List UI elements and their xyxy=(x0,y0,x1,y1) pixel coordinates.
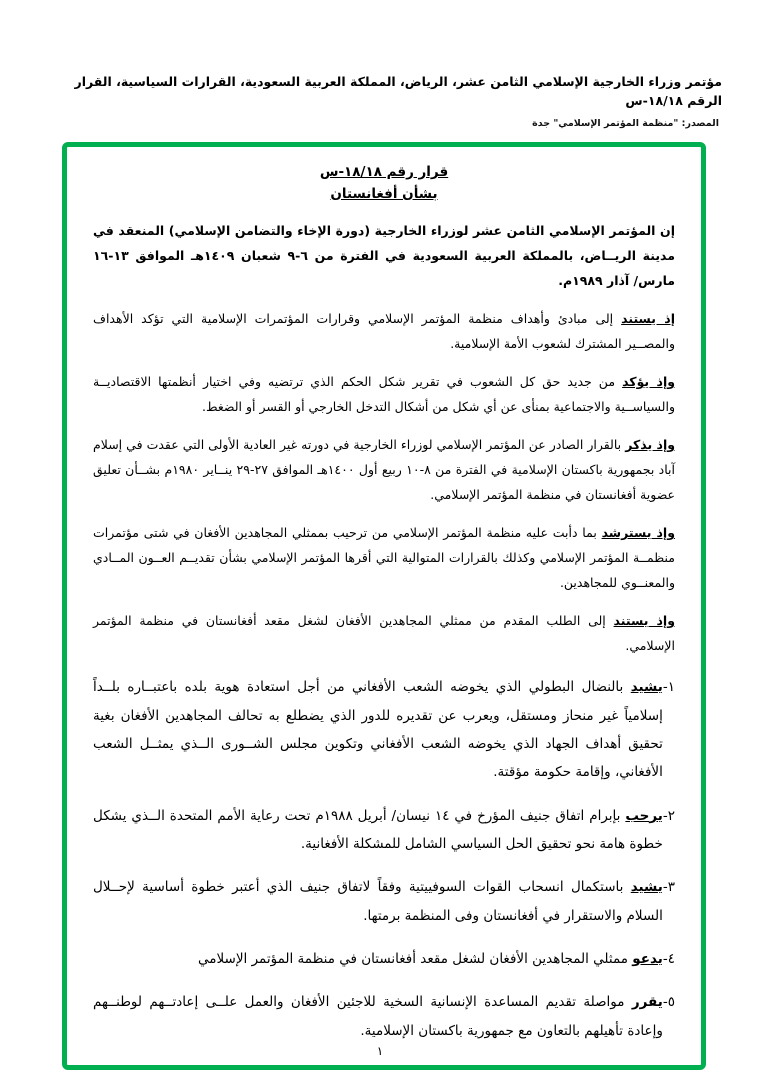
item-lead-2: يرحب xyxy=(625,807,663,824)
item-number-3: ٣- xyxy=(662,879,675,896)
item-body-2 xyxy=(93,802,663,859)
resolution-number-title: قرار رقم ١٨/١٨-س xyxy=(319,163,449,180)
item-text-2: بإبرام اتفاق جنيف المؤرخ في ١٤ نيسان/ أبريل ١٩٨٨م تحت رعاية الأمم المتحدة الــذي يشكل خطوة هامة نحو تحقيق الحل السياسي الشامل للمشكلة الأفغانية. xyxy=(93,807,663,852)
document-title: مؤتمر وزراء الخارجية الإسلامي الثامن عشر، الرياض، المملكة العربية السعودية، القرارات السياسية، القرار الرقم ١٨/١٨-س xyxy=(74,74,722,109)
document-source: المصدر: "منظمة المؤتمر الإسلامي" جدة xyxy=(532,117,719,129)
item-body-5 xyxy=(93,988,663,1045)
operative-paragraph-3 xyxy=(93,873,675,930)
item-body-4 xyxy=(93,945,663,973)
operative-paragraphs xyxy=(93,673,675,1045)
resolution-subject-row xyxy=(93,183,675,205)
clause-lead-1: إذ يستند xyxy=(621,311,676,327)
item-number-5: ٥- xyxy=(662,994,675,1011)
clause-text-2: من جديد حق كل الشعوب في تقرير شكل الحكم الذي ترتضيه وفي اختيار أنظمتها الاقتصاديــة والسياســية والاجتماعية بمنأى عن أي شكل من أشكال التدخل الخارجي أو القسر أو الضغط. xyxy=(93,374,675,415)
clause-lead-3: وإذ يذكر xyxy=(625,437,676,453)
clause-text-5: إلى الطلب المقدم من ممثلي المجاهدين الأفغان لشغل مقعد أفغانستان في منظمة المؤتمر الإسلامي. xyxy=(93,613,675,654)
item-text-4: ممثلي المجاهدين الأفغان لشغل مقعد أفغانستان في منظمة المؤتمر الإسلامي xyxy=(198,951,633,968)
document-header xyxy=(36,72,722,129)
preambular-clause-1 xyxy=(93,306,675,356)
preambular-clause-3 xyxy=(93,432,675,507)
resolution-preamble: إن المؤتمر الإسلامي الثامن عشر لوزراء الخارجية (دورة الإخاء والتضامن الإسلامي) المنعقد في مدينة الريــاض، بالمملكة العربية السعودية في الفترة من ٦-٩ شعبان ١٤٠٩هـ الموافق ١٣-١٦ مارس/ آذار ١٩٨٩م. xyxy=(93,223,675,289)
clause-text-3: بالقرار الصادر عن المؤتمر الإسلامي لوزراء الخارجية في دورته غير العادية الأولى التي عقدت في إسلام آباد بجمهورية باكستان الإسلامية في الفترة من ٨-١٠ ربيع أول ١٤٠٠هـ الموافق ٢٧-٢٩ ينــاير ١٩٨٠م بشــأن تعليق عضوية أفغانستان في منظمة المؤتمر الإسلامي. xyxy=(93,437,675,503)
operative-paragraph-2 xyxy=(93,802,675,859)
preambular-clause-5 xyxy=(93,608,675,658)
item-number-2: ٢- xyxy=(662,807,675,824)
item-number-4: ٤- xyxy=(662,951,675,968)
preambular-clause-2 xyxy=(93,369,675,419)
item-lead-1: يشيد xyxy=(630,679,663,696)
item-body-3 xyxy=(93,873,663,930)
item-text-3: باستكمال انسحاب القوات السوفييتية وفقاً لاتفاق جنيف الذي أعتبر خطوة أساسية لإحــلال السلام والاستقرار في أفغانستان وفى المنظمة برمتها. xyxy=(93,879,663,924)
item-lead-3: يشيد xyxy=(630,879,663,896)
item-lead-5: يقرر xyxy=(631,994,663,1011)
clause-lead-5: وإذ يستند xyxy=(613,613,675,629)
operative-paragraph-1 xyxy=(93,673,675,786)
resolution-title-block xyxy=(93,161,675,206)
item-body-1 xyxy=(93,673,663,786)
item-number-1: ١- xyxy=(662,679,675,696)
page-number: ١ xyxy=(376,1044,384,1058)
resolution-number-row xyxy=(93,161,675,183)
preambular-clause-4 xyxy=(93,520,675,595)
operative-paragraph-5 xyxy=(93,988,675,1045)
resolution-box xyxy=(62,142,706,1070)
operative-paragraph-4 xyxy=(93,945,675,973)
item-lead-4: يدعو xyxy=(632,951,663,968)
clause-text-4: بما دأبت عليه منظمة المؤتمر الإسلامي من ترحيب بممثلي المجاهدين الأفغان في شتى مؤتمرات منظمــة المؤتمر الإسلامي وكذلك بالقرارات المتوالية التي أقرها المؤتمر الإسلامي بشأن تقديــم العــون المــادي والمعنــوي للمجاهدين. xyxy=(93,525,675,591)
clause-lead-2: وإذ يؤكد xyxy=(622,374,675,390)
item-text-5: مواصلة تقديم المساعدة الإنسانية السخية للاجئين الأفغان والعمل علــى إعادتــهم لوطنــهم وإعادة تأهيلهم بالتعاون مع جمهورية باكستان الإسلامية. xyxy=(93,994,663,1039)
clause-lead-4: وإذ يسترشد xyxy=(601,525,675,541)
item-text-1: بالنضال البطولي الذي يخوضه الشعب الأفغاني من أجل استعادة هوية بلده باعتبــاره بلــداً إسلامياً غير منحاز ومستقل، ويعرب عن تقديره للدور الذي يضطلع به تحالف المجاهدين الأفغان بغية تحقيق أهداف الجهاد الذي يخوضه الشعب الأفغاني وتكوين مجلس الشــورى الــذي يمثــل الشعب الأفغاني، وإقامة حكومة مؤقتة. xyxy=(93,679,663,781)
clause-text-1: إلى مبادئ وأهداف منظمة المؤتمر الإسلامي وقرارات المؤتمرات الإسلامية التي تؤكد الأهداف والمصــير المشترك لشعوب الأمة الإسلامية. xyxy=(93,311,675,352)
resolution-subject-title: بشأن أفغانستان xyxy=(330,186,438,203)
